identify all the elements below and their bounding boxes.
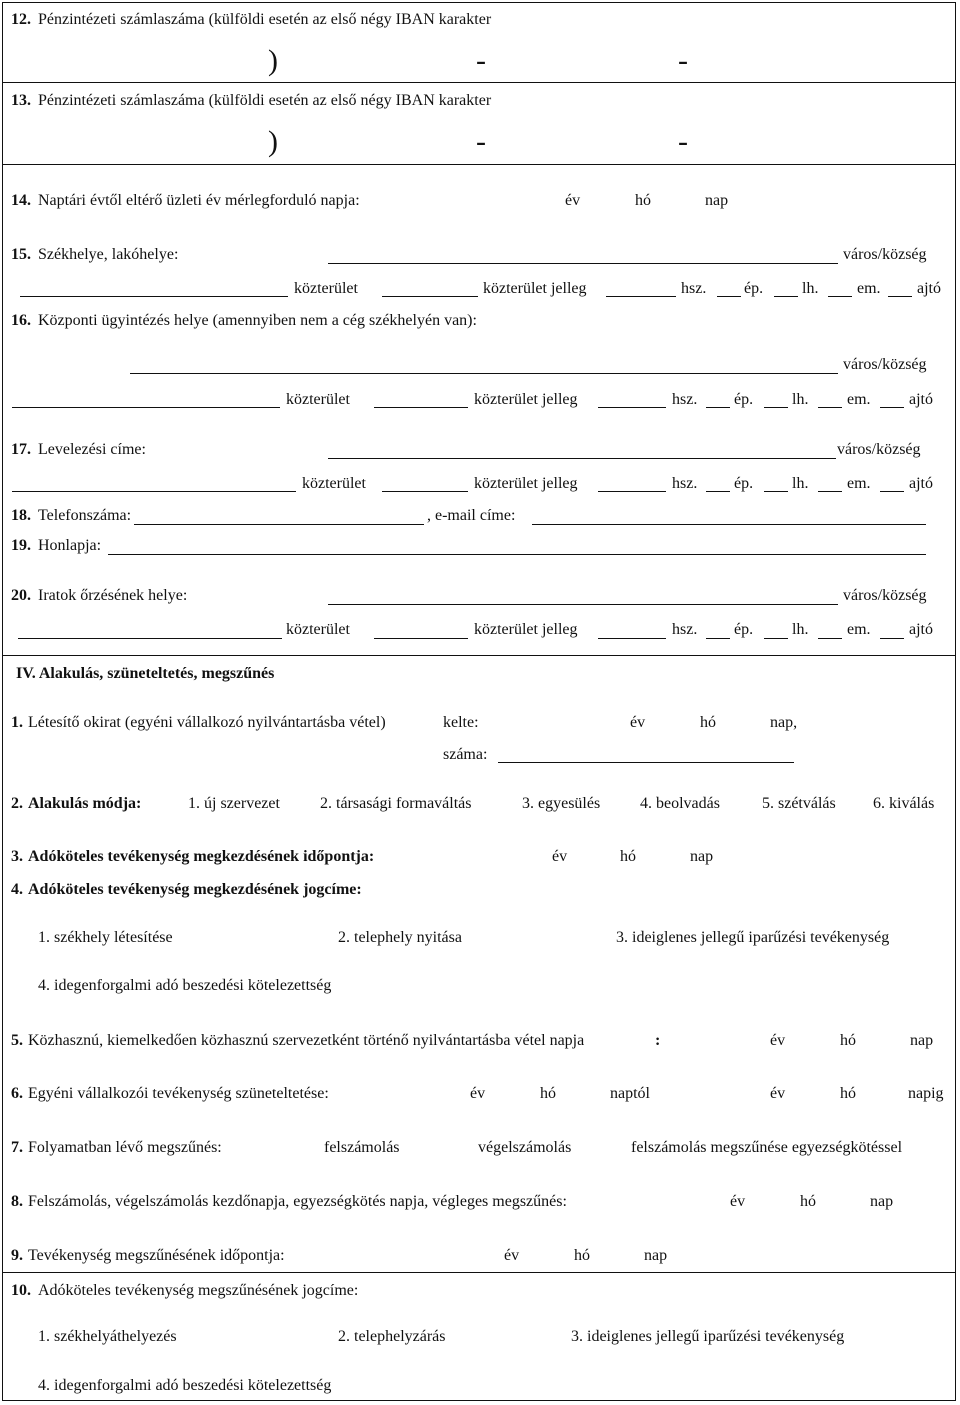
month-label: hó (800, 1193, 816, 1210)
option-relocation[interactable]: 1. székhelyáthelyezés (38, 1328, 177, 1345)
lh-line[interactable] (764, 407, 788, 408)
day-label: nap, (770, 714, 798, 731)
day-to-label: napig (908, 1085, 944, 1102)
field-number: 17. (11, 441, 31, 458)
hsz-line[interactable] (598, 491, 666, 492)
document-number-line[interactable] (498, 762, 794, 763)
city-label: város/község (843, 356, 927, 373)
lh-label: lh. (792, 621, 809, 638)
option-site-closure[interactable]: 2. telephelyzárás (338, 1328, 446, 1345)
field-number: 3. (11, 848, 23, 865)
hsz-label: hsz. (672, 621, 698, 638)
field-number: 7. (11, 1139, 23, 1156)
street-line[interactable] (20, 296, 288, 297)
field-label: Székhelye, lakóhelye: (38, 246, 179, 263)
ajto-line[interactable] (880, 407, 904, 408)
field-number: 20. (11, 587, 31, 604)
ep-line[interactable] (706, 638, 730, 639)
ep-line[interactable] (706, 491, 730, 492)
street-label: közterület (302, 475, 366, 492)
month-label: hó (540, 1085, 556, 1102)
hsz-line[interactable] (606, 296, 676, 297)
ep-label: ép. (744, 280, 764, 297)
option-site-opening[interactable]: 2. telephely nyitása (338, 929, 462, 946)
field-number: 13. (11, 92, 31, 109)
year-label: év (730, 1193, 746, 1210)
field-label: Létesítő okirat (egyéni vállalkozó nyilvántartásba vétel) (28, 714, 386, 731)
ajto-label: ajtó (909, 621, 933, 638)
month-label: hó (700, 714, 716, 731)
city-line[interactable] (328, 263, 838, 264)
field-label: Telefonszáma: (38, 507, 132, 524)
field-label: Levelezési címe: (38, 441, 146, 458)
divider (2, 164, 956, 165)
em-label: em. (857, 280, 881, 297)
lh-line[interactable] (774, 296, 798, 297)
divider (2, 655, 956, 656)
month-label: hó (840, 1032, 856, 1049)
field-number: 5. (11, 1032, 23, 1049)
street-type-label: közterület jelleg (474, 621, 578, 638)
field-label: Tevékenység megszűnésének időpontja: (28, 1247, 285, 1264)
iban-paren: ) (268, 125, 278, 158)
ep-label: ép. (734, 475, 754, 492)
section-title: IV. Alakulás, szüneteltetés, megszűnés (16, 665, 275, 682)
street-type-line[interactable] (382, 296, 478, 297)
field-label: Pénzintézeti számlaszáma (külföldi esetén az első négy IBAN karakter (38, 92, 492, 109)
account-dash: - (678, 125, 688, 158)
year-label: év (504, 1247, 520, 1264)
lh-label: lh. (802, 280, 819, 297)
street-label: közterület (286, 391, 350, 408)
street-label: közterület (294, 280, 358, 297)
street-type-label: közterület jelleg (474, 475, 578, 492)
option-temporary-activity[interactable]: 3. ideiglenes jellegű iparűzési tevékenység (571, 1328, 845, 1345)
field-number: 1. (11, 714, 23, 731)
street-label: közterület (286, 621, 350, 638)
hsz-label: hsz. (672, 391, 698, 408)
option-new-organization[interactable]: 1. új szervezet (188, 795, 280, 812)
field-number: 16. (11, 312, 31, 329)
lh-line[interactable] (764, 638, 788, 639)
day-label: nap (644, 1247, 668, 1264)
ajto-label: ajtó (909, 391, 933, 408)
field-label: Adóköteles tevékenység megkezdésének időpontja: (28, 848, 375, 865)
form-frame (2, 2, 956, 1401)
day-label: nap (870, 1193, 894, 1210)
option-spin-off[interactable]: 6. kiválás (873, 795, 935, 812)
street-type-label: közterület jelleg (483, 280, 587, 297)
street-type-line[interactable] (382, 491, 468, 492)
lh-label: lh. (792, 475, 809, 492)
option-split[interactable]: 5. szétválás (762, 795, 836, 812)
field-label: Adóköteles tevékenység megszűnésének jogcíme: (38, 1282, 359, 1299)
field-label: Iratok őrzésének helye: (38, 587, 188, 604)
field-number: 2. (11, 795, 23, 812)
em-label: em. (847, 621, 871, 638)
city-label: város/község (843, 587, 927, 604)
email-label: , e-mail címe: (427, 507, 516, 524)
option-liquidation[interactable]: felszámolás (324, 1139, 400, 1156)
em-label: em. (847, 475, 871, 492)
year-label: év (565, 192, 581, 209)
day-label: nap (705, 192, 729, 209)
field-number: 14. (11, 192, 31, 209)
em-line[interactable] (828, 296, 852, 297)
day-label: nap (910, 1032, 934, 1049)
city-line[interactable] (328, 458, 836, 459)
ajto-line[interactable] (888, 296, 912, 297)
city-label: város/község (837, 441, 921, 458)
street-line[interactable] (18, 638, 282, 639)
field-number: 15. (11, 246, 31, 263)
field-label: Honlapja: (38, 537, 102, 554)
hsz-label: hsz. (681, 280, 707, 297)
field-number: 10. (11, 1282, 31, 1299)
day-from-label: naptól (610, 1085, 650, 1102)
option-tourist-tax[interactable]: 4. idegenforgalmi adó beszedési kötelezettség (38, 1377, 332, 1394)
email-line[interactable] (532, 524, 926, 525)
field-label: Központi ügyintézés helye (amennyiben nem a cég székhelyén van): (38, 312, 477, 329)
option-form-change[interactable]: 2. társasági formaváltás (320, 795, 472, 812)
field-number: 12. (11, 11, 31, 28)
ajto-label: ajtó (909, 475, 933, 492)
em-line[interactable] (818, 491, 842, 492)
day-label: nap (690, 848, 714, 865)
ep-label: ép. (734, 621, 754, 638)
hsz-line[interactable] (598, 407, 666, 408)
label-colon: : (655, 1032, 661, 1049)
field-number: 6. (11, 1085, 23, 1102)
hsz-label: hsz. (672, 475, 698, 492)
field-number: 4. (11, 881, 23, 898)
field-label: Folyamatban lévő megszűnés: (28, 1139, 222, 1156)
year-label: év (630, 714, 646, 731)
website-line[interactable] (108, 554, 926, 555)
option-settlement[interactable]: felszámolás megszűnése egyezségkötéssel (631, 1139, 903, 1156)
field-number: 18. (11, 507, 31, 524)
option-absorption[interactable]: 4. beolvadás (640, 795, 720, 812)
field-label: Közhasznú, kiemelkedően közhasznú szervezetként történő nyilvántartásba vétel napja (28, 1032, 585, 1049)
street-line[interactable] (12, 407, 280, 408)
lh-label: lh. (792, 391, 809, 408)
field-label: Adóköteles tevékenység megkezdésének jogcíme: (28, 881, 362, 898)
em-line[interactable] (818, 638, 842, 639)
divider (2, 1272, 956, 1273)
year-label: év (552, 848, 568, 865)
field-label: Pénzintézeti számlaszáma (külföldi esetén az első négy IBAN karakter (38, 11, 492, 28)
date-label: kelte: (443, 714, 479, 731)
year-label: év (470, 1085, 486, 1102)
phone-line[interactable] (134, 524, 424, 525)
iban-paren: ) (268, 44, 278, 77)
month-label: hó (635, 192, 651, 209)
field-number: 8. (11, 1193, 23, 1210)
field-label: Naptári évtől eltérő üzleti év mérlegforduló napja: (38, 192, 360, 209)
field-label: Felszámolás, végelszámolás kezdőnapja, egyezségkötés napja, végleges megszűnés: (28, 1193, 567, 1210)
month-label: hó (574, 1247, 590, 1264)
ep-line[interactable] (706, 407, 730, 408)
year-label: év (770, 1085, 786, 1102)
ajto-line[interactable] (880, 638, 904, 639)
ajto-label: ajtó (917, 280, 941, 297)
street-type-line[interactable] (374, 407, 468, 408)
hsz-line[interactable] (598, 638, 666, 639)
ajto-line[interactable] (880, 491, 904, 492)
field-label: Egyéni vállalkozói tevékenység szüneteltetése: (28, 1085, 329, 1102)
city-line[interactable] (328, 604, 838, 605)
option-headquarters[interactable]: 1. székhely létesítése (38, 929, 173, 946)
lh-line[interactable] (764, 491, 788, 492)
month-label: hó (620, 848, 636, 865)
account-dash: - (476, 44, 486, 77)
ep-label: ép. (734, 391, 754, 408)
option-temporary-activity[interactable]: 3. ideiglenes jellegű iparűzési tevékenység (616, 929, 890, 946)
divider (2, 82, 956, 83)
ep-line[interactable] (717, 296, 741, 297)
street-line[interactable] (12, 491, 296, 492)
city-label: város/község (843, 246, 927, 263)
field-number: 19. (11, 537, 31, 554)
month-label: hó (840, 1085, 856, 1102)
street-type-line[interactable] (374, 638, 468, 639)
field-label: Alakulás módja: (28, 795, 142, 812)
option-merger[interactable]: 3. egyesülés (522, 795, 601, 812)
number-label: száma: (443, 746, 488, 763)
em-label: em. (847, 391, 871, 408)
street-type-label: közterület jelleg (474, 391, 578, 408)
account-dash: - (476, 125, 486, 158)
year-label: év (770, 1032, 786, 1049)
field-number: 9. (11, 1247, 23, 1264)
em-line[interactable] (818, 407, 842, 408)
account-dash: - (678, 44, 688, 77)
city-line[interactable] (130, 373, 838, 374)
option-tourist-tax[interactable]: 4. idegenforgalmi adó beszedési kötelezettség (38, 977, 332, 994)
option-voluntary-liquidation[interactable]: végelszámolás (478, 1139, 572, 1156)
